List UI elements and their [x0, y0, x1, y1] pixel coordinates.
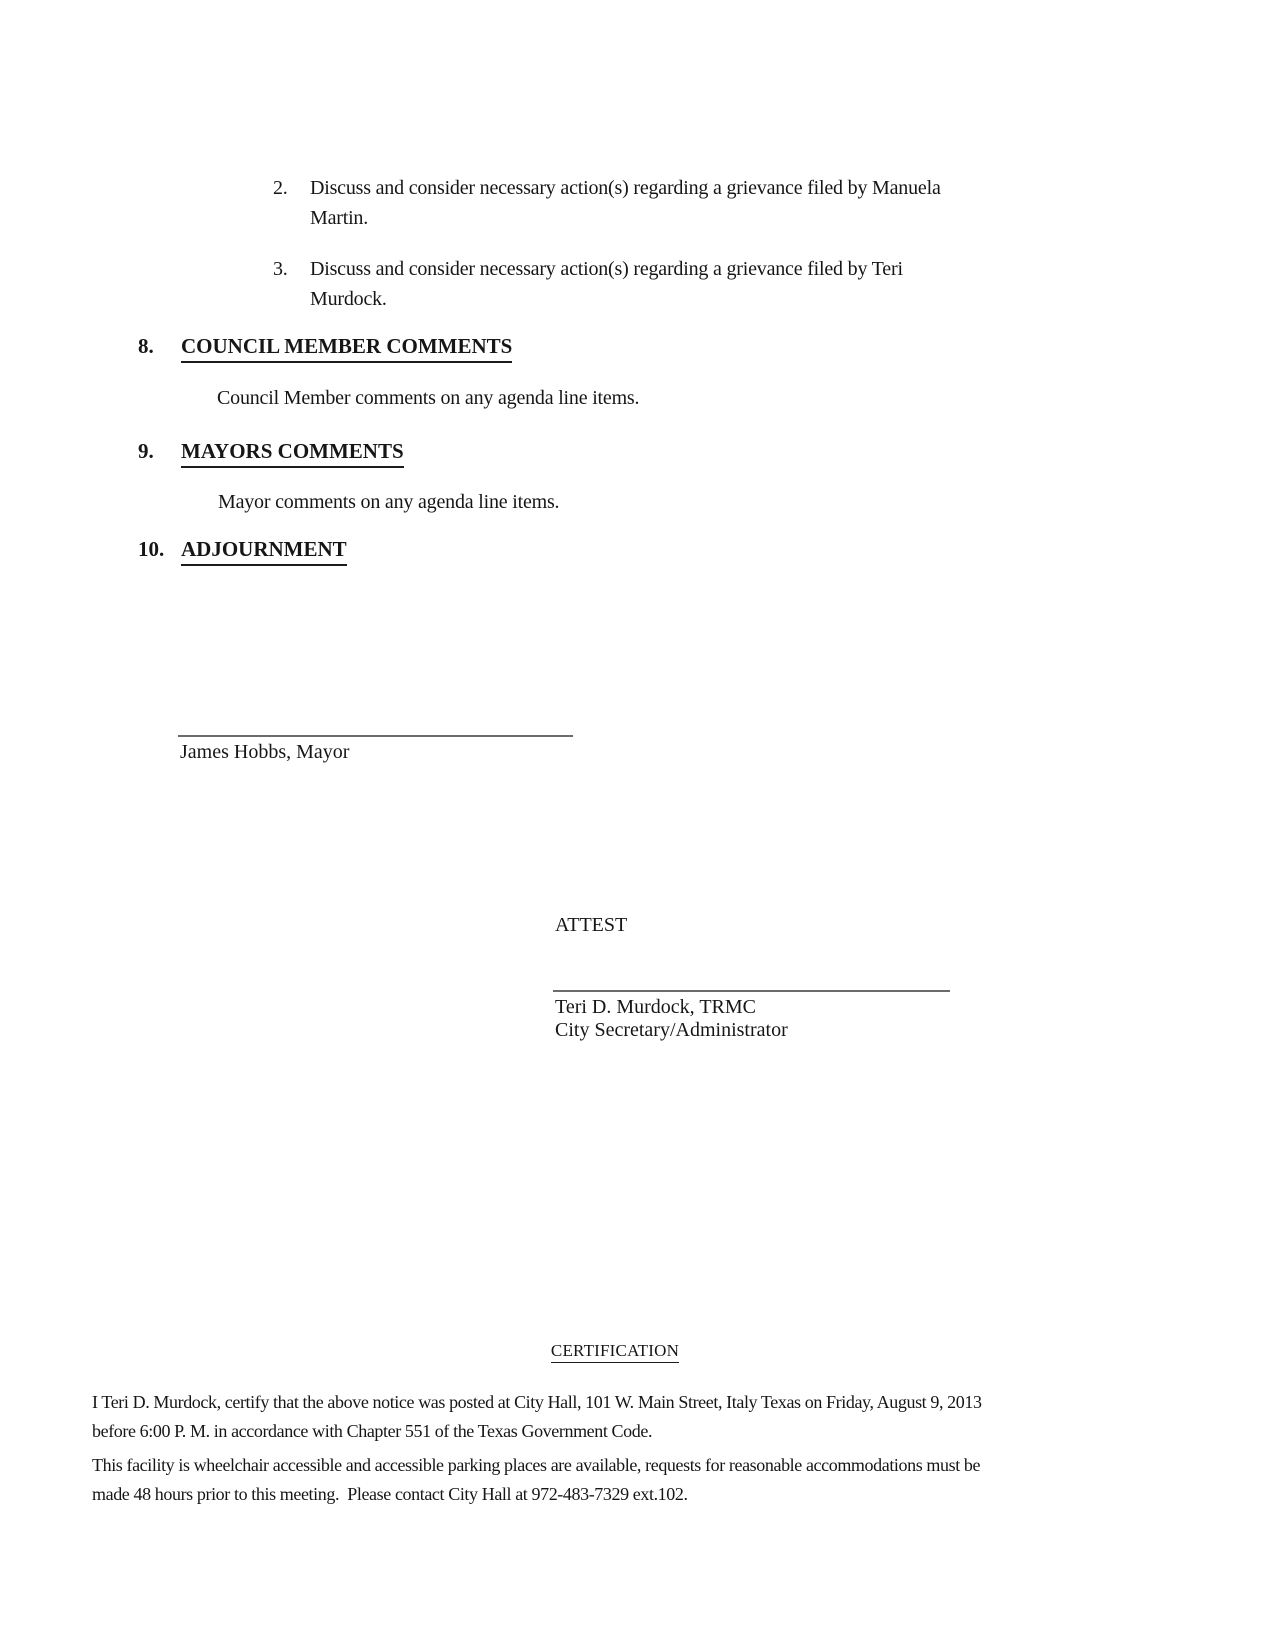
accessibility-paragraph: [92, 1451, 980, 1509]
section-heading-row: [138, 437, 404, 468]
section-body: Council Member comments on any agenda line items.: [217, 387, 640, 409]
mayor-signature-name: James Hobbs, Mayor: [180, 741, 350, 763]
section-heading: COUNCIL MEMBER COMMENTS: [181, 332, 512, 363]
agenda-item-text: [310, 254, 903, 314]
text-line: This facility is wheelchair accessible and accessible parking places are available, requests for reasonable accommodations must be: [92, 1455, 981, 1475]
certification-heading: CERTIFICATION: [551, 1341, 679, 1363]
attest-label: ATTEST: [555, 914, 628, 936]
agenda-item: [273, 254, 903, 314]
section-heading-row: [138, 535, 347, 566]
text-line: I Teri D. Murdock, certify that the above notice was posted at City Hall, 101 W. Main Street, Italy Texas on Friday, August 9, 2013: [92, 1392, 982, 1412]
section-number: 10.: [138, 537, 165, 561]
section-body: Mayor comments on any agenda line items.: [218, 491, 560, 513]
text-line: made 48 hours prior to this meeting. Please contact City Hall at 972-483-7329 ext.102.: [92, 1484, 688, 1504]
section-heading: MAYORS COMMENTS: [181, 437, 404, 468]
section-heading: ADJOURNMENT: [181, 535, 347, 566]
text-line: Discuss and consider necessary action(s) regarding a grievance filed by Manuela: [310, 177, 941, 199]
text-line: Discuss and consider necessary action(s) regarding a grievance filed by Teri: [310, 258, 903, 280]
section-number: 9.: [138, 439, 154, 463]
secretary-signature-line: [553, 990, 950, 992]
text-line: Murdock.: [310, 288, 387, 310]
section-heading-row: [138, 332, 512, 363]
section-number: 8.: [138, 334, 154, 358]
secretary-title: City Secretary/Administrator: [555, 1019, 788, 1041]
secretary-name: Teri D. Murdock, TRMC: [555, 996, 756, 1018]
certification-heading-wrap: [0, 1341, 1230, 1363]
agenda-item-text: [310, 173, 941, 233]
agenda-item-number: 3.: [273, 258, 288, 280]
agenda-item: [273, 173, 941, 233]
text-line: Martin.: [310, 207, 369, 229]
mayor-signature-line: [178, 735, 573, 737]
certification-paragraph: [92, 1388, 982, 1446]
agenda-item-number: 2.: [273, 177, 288, 199]
text-line: before 6:00 P. M. in accordance with Chapter 551 of the Texas Government Code.: [92, 1421, 653, 1441]
